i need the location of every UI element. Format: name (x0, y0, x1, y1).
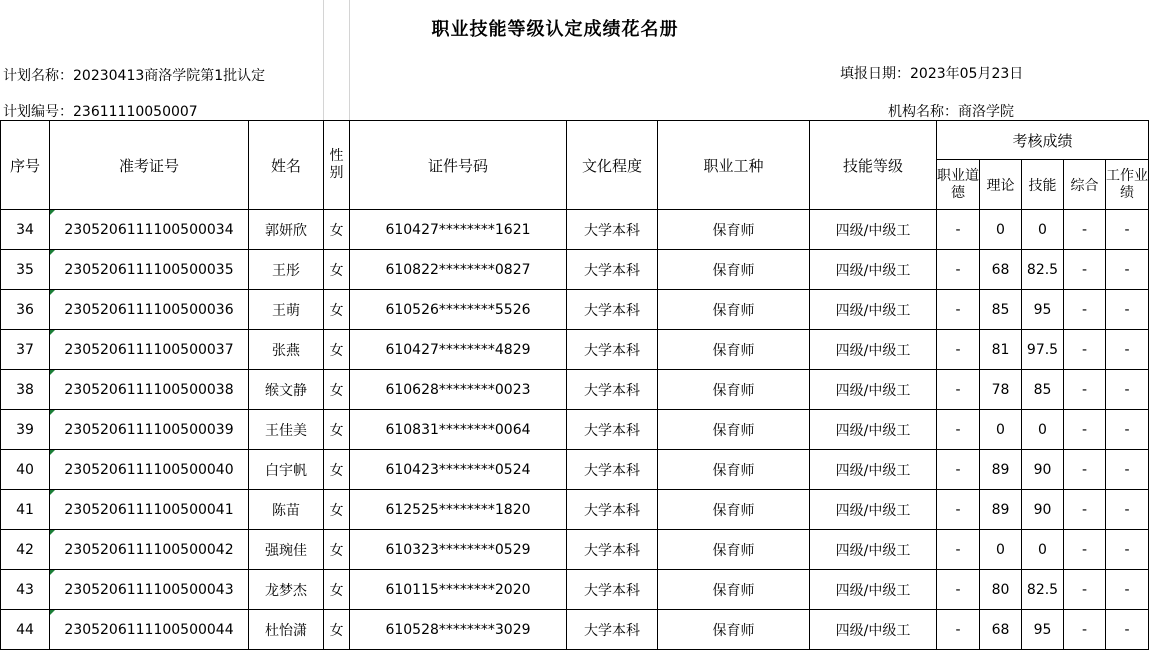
cell-skill[interactable]: 90 (1022, 490, 1064, 530)
cell-skill[interactable]: 0 (1022, 530, 1064, 570)
header-id-no[interactable]: 证件号码 (350, 121, 567, 210)
cell-comprehensive[interactable]: - (1064, 370, 1106, 410)
cell-id-no[interactable]: 610822********0827 (350, 250, 567, 290)
cell-occupation[interactable]: 保育师 (658, 210, 810, 250)
cell-marker-icon (50, 450, 55, 455)
cell-seq[interactable]: 38 (1, 370, 50, 410)
cell-theory[interactable]: 78 (980, 370, 1022, 410)
cell-skill[interactable]: 0 (1022, 410, 1064, 450)
fill-date: 填报日期：2023年05月23日 (840, 66, 1024, 82)
cell-skill[interactable]: 85 (1022, 370, 1064, 410)
cell-comprehensive[interactable]: - (1064, 490, 1106, 530)
cell-skill-level[interactable]: 四级/中级工 (810, 330, 937, 370)
cell-name[interactable]: 王佳美 (249, 410, 324, 450)
cell-name[interactable]: 龙梦杰 (249, 570, 324, 610)
cell-education[interactable]: 大学本科 (567, 250, 658, 290)
header-theory[interactable]: 理论 (980, 160, 1022, 210)
cell-theory[interactable]: 89 (980, 450, 1022, 490)
cell-gender[interactable]: 女 (324, 570, 350, 610)
cell-id-no[interactable]: 610628********0023 (350, 370, 567, 410)
cell-seq[interactable]: 36 (1, 290, 50, 330)
cell-exam-no[interactable] (50, 290, 249, 330)
cell-exam-no[interactable] (50, 210, 249, 250)
cell-education[interactable]: 大学本科 (567, 210, 658, 250)
cell-seq[interactable]: 42 (1, 530, 50, 570)
table-row (1, 490, 1149, 530)
cell-name[interactable]: 强琬佳 (249, 530, 324, 570)
cell-skill[interactable]: 95 (1022, 610, 1064, 650)
cell-comprehensive[interactable]: - (1064, 250, 1106, 290)
cell-comprehensive[interactable]: - (1064, 410, 1106, 450)
cell-name[interactable]: 郭妍欣 (249, 210, 324, 250)
table-row (1, 410, 1149, 450)
cell-text: 2305206111100500039 (64, 421, 234, 438)
cell-id-no[interactable]: 610323********0529 (350, 530, 567, 570)
cell-marker-icon (50, 570, 55, 575)
cell-marker-icon (50, 330, 55, 335)
cell-text: 2305206111100500040 (64, 461, 234, 478)
cell-text: 2305206111100500043 (64, 581, 234, 598)
cell-theory[interactable]: 0 (980, 210, 1022, 250)
table-row (1, 570, 1149, 610)
header-education[interactable]: 文化程度 (567, 121, 658, 210)
cell-gender[interactable]: 女 (324, 250, 350, 290)
cell-gender[interactable]: 女 (324, 490, 350, 530)
cell-id-no[interactable]: 610423********0524 (350, 450, 567, 490)
header-comprehensive[interactable]: 综合 (1064, 160, 1106, 210)
cell-exam-no[interactable] (50, 410, 249, 450)
cell-work-performance[interactable]: - (1106, 370, 1149, 410)
cell-marker-icon (50, 610, 55, 615)
cell-occupation[interactable]: 保育师 (658, 490, 810, 530)
cell-education[interactable]: 大学本科 (567, 410, 658, 450)
cell-comprehensive[interactable]: - (1064, 330, 1106, 370)
cell-exam-no[interactable] (50, 330, 249, 370)
organization-name: 机构名称：商洛学院 (888, 104, 1014, 120)
cell-theory[interactable]: 68 (980, 610, 1022, 650)
cell-skill-level[interactable]: 四级/中级工 (810, 490, 937, 530)
cell-exam-no[interactable] (50, 370, 249, 410)
cell-comprehensive[interactable]: - (1064, 570, 1106, 610)
table-row (1, 530, 1149, 570)
cell-skill[interactable]: 82.5 (1022, 250, 1064, 290)
cell-seq[interactable]: 35 (1, 250, 50, 290)
cell-exam-no[interactable] (50, 490, 249, 530)
cell-marker-icon (50, 290, 55, 295)
header-skill-level[interactable]: 技能等级 (810, 121, 937, 210)
cell-name[interactable]: 王彤 (249, 250, 324, 290)
cell-work-performance[interactable]: - (1106, 330, 1149, 370)
cell-education[interactable]: 大学本科 (567, 290, 658, 330)
plan-number: 计划编号：23611110050007 (3, 104, 198, 120)
cell-gender[interactable]: 女 (324, 370, 350, 410)
cell-gender[interactable]: 女 (324, 530, 350, 570)
cell-theory[interactable]: 68 (980, 250, 1022, 290)
header-work-performance[interactable]: 工作业绩 (1106, 160, 1149, 210)
cell-ethics[interactable]: - (937, 450, 980, 490)
cell-occupation[interactable]: 保育师 (658, 610, 810, 650)
cell-id-no[interactable]: 610831********0064 (350, 410, 567, 450)
cell-ethics[interactable]: - (937, 410, 980, 450)
cell-ethics[interactable]: - (937, 610, 980, 650)
cell-ethics[interactable]: - (937, 490, 980, 530)
score-roster-table (0, 120, 1149, 650)
cell-skill[interactable]: 95 (1022, 290, 1064, 330)
cell-seq[interactable]: 43 (1, 570, 50, 610)
cell-education[interactable]: 大学本科 (567, 570, 658, 610)
table-row (1, 210, 1149, 250)
cell-skill-level[interactable]: 四级/中级工 (810, 210, 937, 250)
cell-education[interactable]: 大学本科 (567, 610, 658, 650)
cell-id-no[interactable]: 610427********1621 (350, 210, 567, 250)
cell-skill-level[interactable]: 四级/中级工 (810, 250, 937, 290)
cell-education[interactable]: 大学本科 (567, 490, 658, 530)
cell-ethics[interactable]: - (937, 370, 980, 410)
cell-theory[interactable]: 80 (980, 570, 1022, 610)
cell-gender[interactable]: 女 (324, 610, 350, 650)
cell-marker-icon (50, 490, 55, 495)
cell-occupation[interactable]: 保育师 (658, 370, 810, 410)
cell-seq[interactable]: 41 (1, 490, 50, 530)
cell-education[interactable]: 大学本科 (567, 530, 658, 570)
cell-work-performance[interactable]: - (1106, 450, 1149, 490)
cell-text: 2305206111100500035 (64, 261, 234, 278)
cell-name[interactable]: 张燕 (249, 330, 324, 370)
table-row (1, 610, 1149, 650)
cell-text: 2305206111100500038 (64, 381, 234, 398)
cell-text: 2305206111100500037 (64, 341, 234, 358)
header-seq[interactable]: 序号 (1, 121, 50, 210)
cell-id-no[interactable]: 610115********2020 (350, 570, 567, 610)
cell-marker-icon (50, 250, 55, 255)
cell-occupation[interactable]: 保育师 (658, 330, 810, 370)
cell-skill-level[interactable]: 四级/中级工 (810, 610, 937, 650)
cell-gender[interactable]: 女 (324, 410, 350, 450)
cell-education[interactable]: 大学本科 (567, 330, 658, 370)
cell-gender[interactable]: 女 (324, 450, 350, 490)
cell-seq[interactable]: 40 (1, 450, 50, 490)
cell-seq[interactable]: 39 (1, 410, 50, 450)
cell-occupation[interactable]: 保育师 (658, 250, 810, 290)
cell-work-performance[interactable]: - (1106, 490, 1149, 530)
cell-id-no[interactable]: 612525********1820 (350, 490, 567, 530)
cell-skill-level[interactable]: 四级/中级工 (810, 570, 937, 610)
header-exam-no[interactable]: 准考证号 (50, 121, 249, 210)
cell-exam-no[interactable] (50, 610, 249, 650)
cell-skill-level[interactable]: 四级/中级工 (810, 410, 937, 450)
cell-comprehensive[interactable]: - (1064, 530, 1106, 570)
cell-occupation[interactable]: 保育师 (658, 530, 810, 570)
cell-theory[interactable]: 81 (980, 330, 1022, 370)
cell-ethics[interactable]: - (937, 290, 980, 330)
table-row (1, 330, 1149, 370)
cell-ethics[interactable]: - (937, 250, 980, 290)
header-ethics[interactable]: 职业道德 (937, 160, 980, 210)
cell-name[interactable]: 白宇帆 (249, 450, 324, 490)
cell-work-performance[interactable]: - (1106, 530, 1149, 570)
cell-text: 2305206111100500034 (64, 221, 234, 238)
header-occupation[interactable]: 职业工种 (658, 121, 810, 210)
table-row (1, 290, 1149, 330)
cell-skill-level[interactable]: 四级/中级工 (810, 450, 937, 490)
cell-exam-no[interactable] (50, 530, 249, 570)
cell-work-performance[interactable]: - (1106, 290, 1149, 330)
cell-occupation[interactable]: 保育师 (658, 450, 810, 490)
cell-text: 2305206111100500036 (64, 301, 234, 318)
cell-skill[interactable]: 90 (1022, 450, 1064, 490)
cell-exam-no[interactable] (50, 450, 249, 490)
header-skill[interactable]: 技能 (1022, 160, 1064, 210)
cell-occupation[interactable]: 保育师 (658, 290, 810, 330)
cell-id-no[interactable]: 610427********4829 (350, 330, 567, 370)
cell-theory[interactable]: 85 (980, 290, 1022, 330)
cell-comprehensive[interactable]: - (1064, 210, 1106, 250)
table-row (1, 250, 1149, 290)
cell-text: 2305206111100500042 (64, 541, 234, 558)
cell-marker-icon (50, 410, 55, 415)
cell-name[interactable]: 王萌 (249, 290, 324, 330)
cell-exam-no[interactable] (50, 570, 249, 610)
cell-occupation[interactable]: 保育师 (658, 410, 810, 450)
cell-skill-level[interactable]: 四级/中级工 (810, 530, 937, 570)
cell-ethics[interactable]: - (937, 570, 980, 610)
cell-skill-level[interactable]: 四级/中级工 (810, 370, 937, 410)
cell-id-no[interactable]: 610528********3029 (350, 610, 567, 650)
cell-seq[interactable]: 37 (1, 330, 50, 370)
cell-skill[interactable]: 0 (1022, 210, 1064, 250)
cell-name[interactable]: 杜怡潇 (249, 610, 324, 650)
header-name[interactable]: 姓名 (249, 121, 324, 210)
cell-name[interactable]: 缑文静 (249, 370, 324, 410)
cell-gender[interactable]: 女 (324, 290, 350, 330)
cell-ethics[interactable]: - (937, 530, 980, 570)
cell-theory[interactable]: 0 (980, 410, 1022, 450)
cell-gender[interactable]: 女 (324, 210, 350, 250)
table-row (1, 450, 1149, 490)
cell-skill[interactable]: 97.5 (1022, 330, 1064, 370)
cell-marker-icon (50, 530, 55, 535)
cell-theory[interactable]: 0 (980, 530, 1022, 570)
cell-text: 2305206111100500041 (64, 501, 234, 518)
page-title: 职业技能等级认定成绩花名册 (431, 19, 679, 40)
cell-seq[interactable]: 34 (1, 210, 50, 250)
cell-ethics[interactable]: - (937, 330, 980, 370)
cell-seq[interactable]: 44 (1, 610, 50, 650)
cell-text: 2305206111100500044 (64, 621, 234, 638)
cell-work-performance[interactable]: - (1106, 210, 1149, 250)
cell-skill[interactable]: 82.5 (1022, 570, 1064, 610)
header-scores[interactable]: 考核成绩 (937, 121, 1149, 160)
table-row (1, 370, 1149, 410)
cell-name[interactable]: 陈苗 (249, 490, 324, 530)
cell-work-performance[interactable]: - (1106, 250, 1149, 290)
cell-gender[interactable]: 女 (324, 330, 350, 370)
cell-skill-level[interactable]: 四级/中级工 (810, 290, 937, 330)
header-gender[interactable]: 性别 (324, 121, 350, 210)
cell-education[interactable]: 大学本科 (567, 370, 658, 410)
cell-exam-no[interactable] (50, 250, 249, 290)
plan-name: 计划名称：20230413商洛学院第1批认定 (3, 68, 266, 84)
cell-comprehensive[interactable]: - (1064, 450, 1106, 490)
cell-occupation[interactable]: 保育师 (658, 570, 810, 610)
cell-id-no[interactable]: 610526********5526 (350, 290, 567, 330)
cell-education[interactable]: 大学本科 (567, 450, 658, 490)
cell-work-performance[interactable]: - (1106, 610, 1149, 650)
cell-comprehensive[interactable]: - (1064, 610, 1106, 650)
cell-marker-icon (50, 210, 55, 215)
cell-comprehensive[interactable]: - (1064, 290, 1106, 330)
cell-theory[interactable]: 89 (980, 490, 1022, 530)
cell-ethics[interactable]: - (937, 210, 980, 250)
cell-work-performance[interactable]: - (1106, 410, 1149, 450)
cell-work-performance[interactable]: - (1106, 570, 1149, 610)
cell-marker-icon (50, 370, 55, 375)
